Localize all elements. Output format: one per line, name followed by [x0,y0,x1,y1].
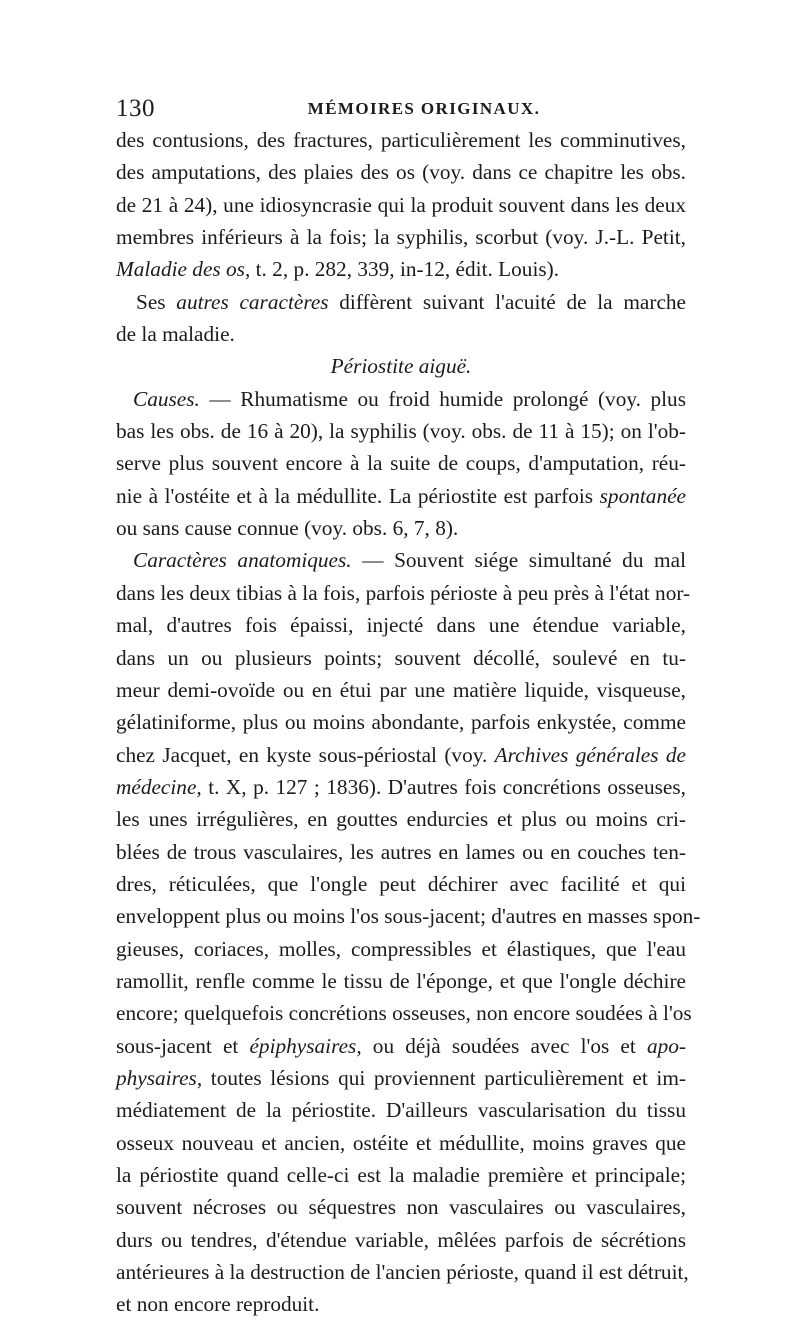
text-line [116,642,686,674]
text-line [116,1159,686,1191]
text-line [116,1030,686,1062]
italic-text: apo- [646,1033,686,1058]
text-segment: dans un ou plusieurs points; souvent décollé, soulevé en tu- [116,645,686,670]
italic-text: Archives générales de [494,742,687,767]
text-segment: souvent nécroses ou séquestres non vasculaires ou vasculaires, [116,1195,686,1220]
text-segment: de la maladie. [116,322,235,347]
text-line [116,318,686,350]
text-line [116,933,686,965]
text-segment: Ses [136,289,177,314]
text-segment: diffèrent suivant l'acuité de la marche [328,289,686,314]
text-segment: médiatement de la périostite. D'ailleurs vascularisation du tissu [116,1098,686,1123]
text-line [116,803,686,835]
text-line [116,868,686,900]
text-segment: mal, d'autres fois épaissi, injecté dans une étendue variable, [116,613,686,638]
text-segment: ou sans cause connue (voy. obs. 6, 7, 8). [116,516,459,541]
page-header [116,92,686,126]
text-line [116,1094,686,1126]
text-line [116,480,686,512]
text-segment: bas les obs. de 16 à 20), la syphilis (voy. obs. de 11 à 15); on l'ob- [116,419,686,444]
italic-text: épiphysaires, [249,1033,362,1058]
text-line [116,286,686,318]
text-line [116,124,686,156]
text-segment: osseux nouveau et ancien, ostéite et médullite, moins graves que [116,1130,686,1155]
text-line [116,1256,689,1288]
italic-text: physaires, [116,1065,203,1090]
text-segment: les unes irrégulières, en gouttes endurcies et plus ou moins cri- [116,807,686,832]
text-segment: gieuses, coriaces, molles, compressibles et élastiques, que l'eau [116,936,686,961]
text-line [116,1224,686,1256]
text-line [116,189,686,221]
text-line [116,771,686,803]
text-segment: serve plus souvent encore à la suite de coups, d'amputation, réu- [116,451,686,476]
text-line [116,350,686,382]
text-segment: des contusions, des fractures, particulièrement les comminutives, [116,128,686,152]
text-segment: ramollit, renfle comme le tissu de l'éponge, et que l'ongle déchire [116,968,686,993]
text-line [116,674,686,706]
text-line [116,706,686,738]
text-line [116,512,686,544]
text-line [116,1191,686,1223]
text-segment: des amputations, des plaies des os (voy. dans ce chapitre les obs. [116,160,686,185]
body-text [116,124,701,1321]
text-line [116,415,686,447]
text-segment: enveloppent plus ou moins l'os sous-jacent; d'autres en masses spon- [116,904,701,929]
text-segment: t. X, p. 127 ; 1836). D'autres fois concrétions osseuses, [201,774,686,799]
text-line [116,739,686,771]
italic-text: Caractères anatomiques. [133,548,352,573]
text-line [116,1062,686,1094]
text-line [116,577,691,609]
text-segment: meur demi-ovoïde ou en étui par une matière liquide, visqueuse, [116,677,686,702]
page-number: 130 [116,95,155,122]
text-line [116,997,692,1029]
text-line [116,383,686,415]
text-segment: membres inférieurs à la fois; la syphilis, scorbut (voy. J.-L. Petit, [116,225,686,250]
text-segment: ou déjà soudées avec l'os et [361,1033,647,1058]
text-line [116,221,686,253]
text-line [116,609,686,641]
text-line [116,965,686,997]
text-segment: encore; quelquefois concrétions osseuses, non encore soudées à l'os [116,1001,692,1026]
text-line [116,253,686,285]
text-segment: la périostite quand celle-ci est la maladie première et principale; [116,1163,686,1187]
text-segment: sous-jacent et [116,1033,250,1058]
text-line [116,1288,686,1320]
italic-text: médecine, [116,774,202,799]
italic-text: spontanée [599,483,686,508]
text-segment: durs ou tendres, d'étendue variable, mêlées parfois de sécrétions [116,1227,686,1252]
text-segment: dans les deux tibias à la fois, parfois périoste à peu près à l'état nor- [116,580,691,605]
italic-text: autres caractères [176,289,329,314]
text-segment: de 21 à 24), une idiosyncrasie qui la produit souvent dans les deux [116,192,686,217]
text-line [116,544,686,576]
text-line [116,836,686,868]
text-segment: — Souvent siége simultané du mal [351,548,686,573]
text-segment: — Rhumatisme ou froid humide prolongé (voy. plus [199,386,686,411]
text-segment: toutes lésions qui proviennent particulièrement et im- [202,1065,686,1090]
text-line [116,900,701,932]
text-line [116,1127,686,1159]
running-head: MÉMOIRES ORIGINAUX. [307,99,541,118]
text-line [116,447,686,479]
text-segment: gélatiniforme, plus ou moins abondante, parfois enkystée, comme [116,710,686,735]
text-segment: blées de trous vasculaires, les autres en lames ou en couches ten- [116,839,686,864]
text-segment: nie à l'ostéite et à la médullite. La périostite est parfois [116,483,600,508]
text-segment: , t. 2, p. 282, 339, in-12, édit. Louis). [244,257,560,282]
text-segment: chez Jacquet, en kyste sous-périostal (voy. [116,742,495,767]
text-segment: antérieures à la destruction de l'ancien périoste, quand il est détruit, [116,1260,689,1285]
text-segment: dres, réticulées, que l'ongle peut déchirer avec facilité et qui [116,871,686,896]
italic-text: Périostite aiguë. [330,354,472,379]
text-segment: et non encore reproduit. [116,1292,320,1317]
italic-text: Maladie des os [116,257,245,282]
italic-text: Causes. [133,386,200,411]
text-line [116,156,686,188]
